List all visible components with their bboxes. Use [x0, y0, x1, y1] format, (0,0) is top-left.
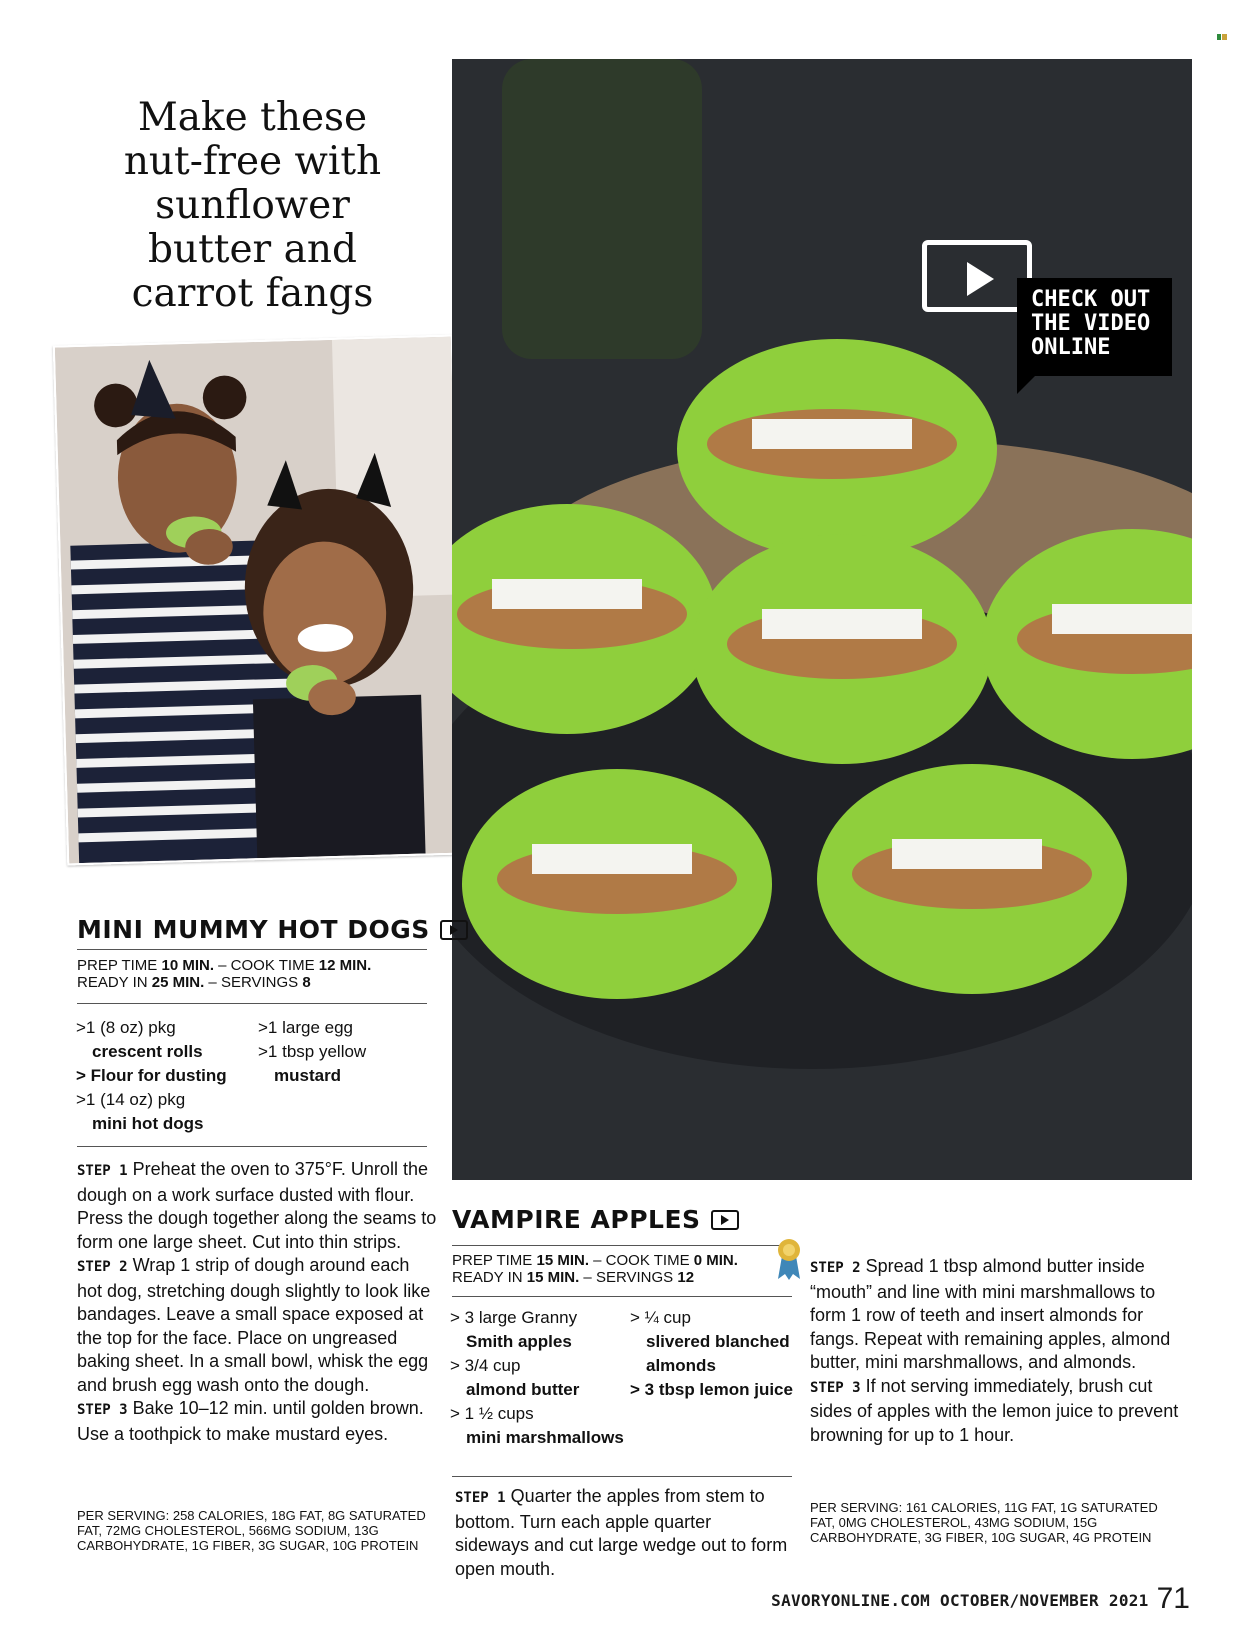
step [810, 1375, 1190, 1448]
recipe-times [452, 1252, 752, 1286]
recipe-steps [810, 1255, 1190, 1447]
ready-label: READY IN [77, 974, 152, 991]
recipe-steps [77, 1158, 437, 1446]
video-label-line: ONLINE [1031, 335, 1111, 360]
prep-label: PREP TIME [452, 1252, 537, 1269]
kids-photo [53, 335, 467, 866]
cook-time: 12 MIN. [318, 957, 372, 974]
ingredient-amount: >1 (14 oz) pkg [76, 1090, 186, 1109]
ready-time: 25 MIN. [151, 974, 205, 991]
video-label-line: THE VIDEO [1031, 311, 1151, 336]
video-play-icon[interactable] [440, 920, 468, 940]
ingredient-amount: >1 (8 oz) pkg [76, 1018, 176, 1037]
step [77, 1254, 437, 1397]
headline [60, 96, 445, 316]
apple-slice [692, 534, 992, 764]
nutrition-info: PER SERVING: 161 CALORIES, 11G FAT, 1G SATURATED FAT, 0MG CHOLESTEROL, 43MG SODIUM, 15G CARBOHYDRATE, 3G FIBER, 10G SUGAR, 4G PROTEIN [810, 1500, 1158, 1545]
divider [77, 949, 427, 950]
step-label: STEP 2 [810, 1260, 861, 1276]
ingredient-name: mini marshmallows [466, 1428, 624, 1447]
headline-line: Make these [137, 95, 368, 140]
apple-slice [462, 769, 772, 999]
recipe-title-text: VAMPIRE APPLES [452, 1205, 701, 1234]
servings-label: – SERVINGS [579, 1269, 678, 1286]
page-number: 71 [1156, 1582, 1190, 1615]
ingredient-amount: > Flour for dusting [76, 1066, 227, 1085]
step [77, 1158, 437, 1254]
page-footer [771, 1584, 1190, 1614]
step-label: STEP 2 [77, 1259, 128, 1275]
ingredient-amount: > 3 large Granny [450, 1308, 578, 1327]
footer-site[interactable]: SAVORYONLINE.COM OCTOBER/NOVEMBER 2021 [771, 1591, 1149, 1610]
ingredient-list [76, 1016, 251, 1136]
cook-label: – COOK TIME [589, 1252, 694, 1269]
ingredient-amount: > 3/4 cup [450, 1356, 521, 1375]
step-label: STEP 3 [77, 1402, 128, 1418]
ingredient-amount: >1 large egg [258, 1018, 353, 1037]
divider [452, 1245, 792, 1246]
divider [77, 1146, 427, 1147]
headline-line: carrot fangs [131, 271, 374, 316]
ingredient-name: almond butter [466, 1380, 580, 1399]
prep-label: PREP TIME [77, 957, 162, 974]
recipe-times [77, 957, 417, 991]
step [810, 1255, 1190, 1375]
ingredient-amount: > ¼ cup [630, 1308, 691, 1327]
ingredient-name: slivered blanched almonds [646, 1332, 790, 1375]
cook-label: – COOK TIME [214, 957, 319, 974]
video-label [1017, 278, 1172, 376]
divider [452, 1296, 792, 1297]
award-ribbon-icon [776, 1238, 802, 1280]
publisher-mark-icon [1217, 34, 1227, 40]
ingredient-list [630, 1306, 805, 1402]
vampire-apples-photo [452, 59, 1192, 1180]
headline-line: nut-free with [123, 139, 382, 184]
ingredient-name: mustard [274, 1066, 342, 1085]
step-label: STEP 1 [455, 1490, 506, 1506]
ingredient-name: crescent rolls [92, 1042, 203, 1061]
step-text: Wrap 1 strip of dough around each hot dog, stretching dough slightly to look like bandages. Leave a small space exposed at the top for the face. Place on ungreased baking sheet. In a small bowl, whisk the egg and brush egg wash onto the dough. [77, 1255, 431, 1395]
ingredient-list [450, 1306, 630, 1450]
step-text: If not serving immediately, brush cut sides of apples with the lemon juice to prevent browning for up to 1 hour. [810, 1375, 1179, 1445]
ingredient-amount: >1 tbsp yellow [258, 1042, 367, 1061]
cook-time: 0 MIN. [693, 1252, 738, 1269]
servings: 12 [677, 1269, 695, 1286]
step-label: STEP 1 [77, 1163, 128, 1179]
play-icon[interactable] [922, 240, 1032, 312]
ingredient-name: mini hot dogs [92, 1114, 204, 1133]
recipe-step [455, 1485, 790, 1581]
video-play-icon[interactable] [711, 1210, 739, 1230]
video-label-line: CHECK OUT [1031, 287, 1151, 312]
step-label: STEP 3 [810, 1379, 861, 1396]
servings: 8 [302, 974, 311, 991]
ingredient-amount: > 1 ½ cups [450, 1404, 534, 1423]
divider [452, 1476, 792, 1477]
ingredient-name: Smith apples [466, 1332, 572, 1351]
recipe-title [77, 915, 468, 944]
step [77, 1397, 437, 1446]
divider [77, 1003, 427, 1004]
ingredient-list [258, 1016, 428, 1088]
step-text: Quarter the apples from stem to bottom. Turn each apple quarter sideways and cut large wedge out to form open mouth. [455, 1486, 788, 1579]
step-text: Spread 1 tbsp almond butter inside “mouth” and line with mini marshmallows to form 1 row of teeth and insert almonds for fangs. Repeat with remaining apples, almond butter, mini marshmallows, and almonds. [810, 1256, 1171, 1372]
recipe-title [452, 1205, 739, 1234]
ready-time: 15 MIN. [526, 1269, 580, 1286]
headline-line: butter and [148, 227, 357, 272]
video-badge[interactable] [922, 240, 1172, 380]
step-text: Bake 10–12 min. until golden brown. Use a toothpick to make mustard eyes. [77, 1398, 424, 1444]
headline-line: sunflower [155, 183, 350, 228]
step-text: Preheat the oven to 375°F. Unroll the dough on a work surface dusted with flour. Press the dough together along the seams to form one large sheet. Cut into thin strips. [77, 1159, 437, 1252]
servings-label: – SERVINGS [204, 974, 303, 991]
nutrition-info: PER SERVING: 258 CALORIES, 18G FAT, 8G SATURATED FAT, 72MG CHOLESTEROL, 566MG SODIUM, 13G CARBOHYDRATE, 1G FIBER, 3G SUGAR, 10G PROTEIN [77, 1508, 426, 1553]
ingredient-amount: > 3 tbsp lemon juice [630, 1380, 793, 1399]
recipe-title-text: MINI MUMMY HOT DOGS [77, 915, 430, 944]
prep-time: 10 MIN. [161, 957, 214, 974]
prep-time: 15 MIN. [536, 1252, 589, 1269]
ready-label: READY IN [452, 1269, 527, 1286]
apple-slice [817, 764, 1127, 994]
